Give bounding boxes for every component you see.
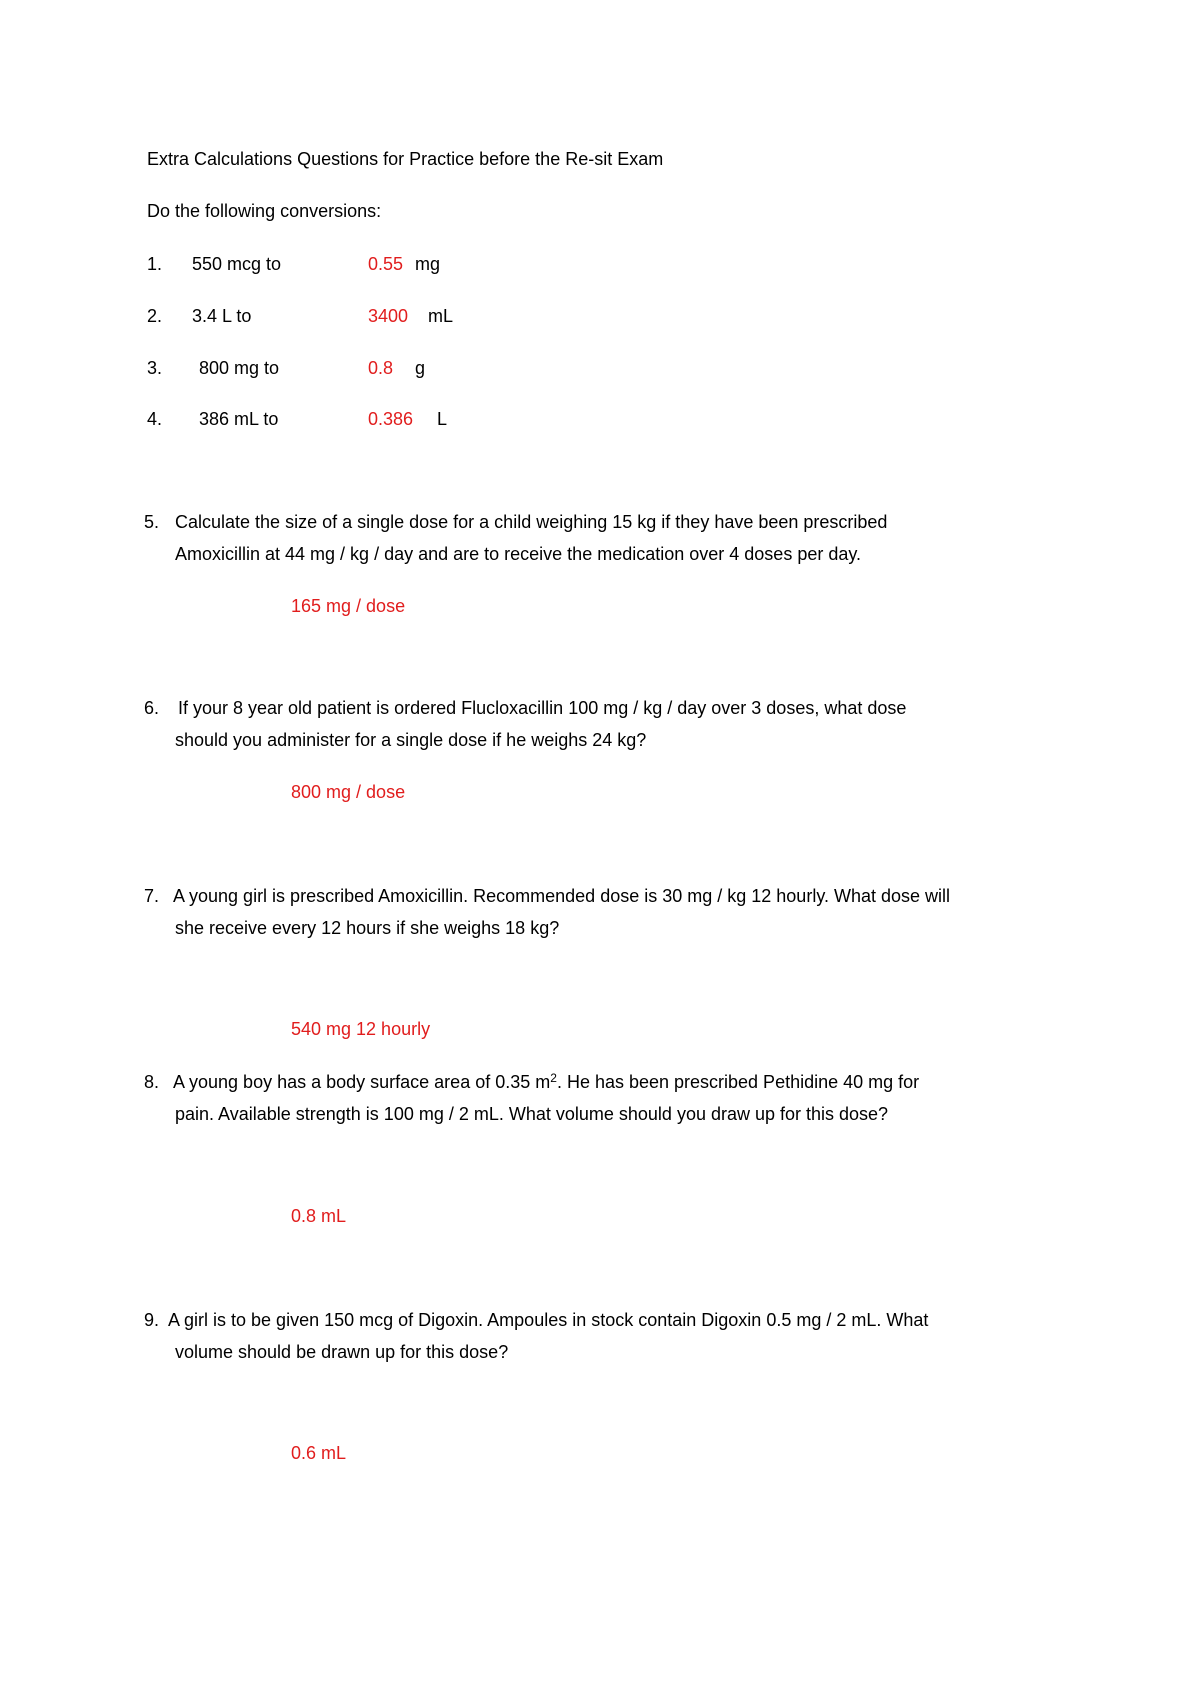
question-text-part: . He has been prescribed Pethidine 40 mg for — [556, 1072, 920, 1092]
superscript: 2 — [550, 1071, 557, 1085]
document-title: Extra Calculations Questions for Practice before the Re-sit Exam — [147, 149, 664, 169]
question-answer: 540 mg 12 hourly — [291, 1019, 431, 1039]
question-number: 6. — [144, 698, 160, 718]
conversion-unit: mL — [428, 306, 454, 326]
question-number: 8. — [144, 1072, 160, 1092]
question-text: Calculate the size of a single dose for a child weighing 15 kg if they have been prescribed — [175, 512, 888, 532]
question-text: A girl is to be given 150 mcg of Digoxin. Ampoules in stock contain Digoxin 0.5 mg / 2 mL. What — [168, 1310, 929, 1330]
question-text: A young girl is prescribed Amoxicillin. Recommended dose is 30 mg / kg 12 hourly. What dose will — [173, 886, 951, 906]
conversion-from: 550 mcg to — [192, 254, 282, 274]
question-text: pain. Available strength is 100 mg / 2 mL. What volume should you draw up for this dose? — [175, 1104, 889, 1124]
question-number: 5. — [144, 512, 160, 532]
conversion-from: 386 mL to — [199, 409, 279, 429]
conversion-answer: 0.8 — [368, 358, 394, 378]
conversion-answer: 3400 — [368, 306, 409, 326]
question-answer: 165 mg / dose — [291, 596, 406, 616]
question-text: she receive every 12 hours if she weighs 18 kg? — [175, 918, 560, 938]
question-text: If your 8 year old patient is ordered Flucloxacillin 100 mg / kg / day over 3 doses, what dose — [178, 698, 907, 718]
question-number: 9. — [144, 1310, 160, 1330]
conversion-from: 800 mg to — [199, 358, 280, 378]
question-answer: 0.8 mL — [291, 1206, 347, 1226]
question-text: Amoxicillin at 44 mg / kg / day and are to receive the medication over 4 doses per day. — [175, 544, 862, 564]
item-number: 1. — [147, 254, 163, 274]
question-text-part: A young boy has a body surface area of 0.35 m — [173, 1072, 551, 1092]
item-number: 4. — [147, 409, 163, 429]
conversion-answer: 0.386 — [368, 409, 414, 429]
question-text: should you administer for a single dose if he weighs 24 kg? — [175, 730, 647, 750]
conversion-item — [0, 407, 1200, 431]
question-answer: 800 mg / dose — [291, 782, 406, 802]
conversion-item — [0, 304, 1200, 328]
question-answer: 0.6 mL — [291, 1443, 347, 1463]
question-text: volume should be drawn up for this dose? — [175, 1342, 509, 1362]
conversion-item — [0, 356, 1200, 380]
conversion-item — [0, 252, 1200, 276]
conversion-unit: L — [437, 409, 448, 429]
conversion-unit: mg — [415, 254, 441, 274]
conversion-from: 3.4 L to — [192, 306, 252, 326]
section-heading: Do the following conversions: — [147, 201, 382, 221]
item-number: 2. — [147, 306, 163, 326]
conversion-unit: g — [415, 358, 426, 378]
item-number: 3. — [147, 358, 163, 378]
conversion-answer: 0.55 — [368, 254, 404, 274]
question-number: 7. — [144, 886, 160, 906]
question-text — [173, 1070, 919, 1094]
